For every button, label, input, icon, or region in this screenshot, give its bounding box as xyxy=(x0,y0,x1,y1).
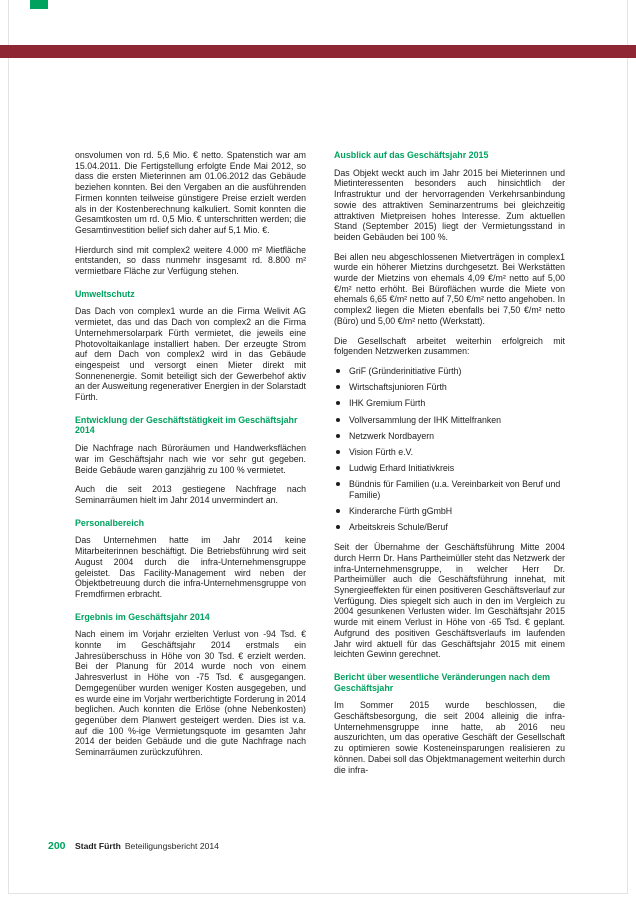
network-list-item xyxy=(334,479,565,500)
section-heading-bericht: Bericht über wesentliche Veränderungen nach dem Geschäftsjahr xyxy=(334,671,551,693)
section-heading-umweltschutz: Umweltschutz xyxy=(75,288,135,299)
paragraph-seminar: Auch die seit 2013 gestiegene Nachfrage nach Seminarräumen hielt im Jahr 2014 unvermindert an. xyxy=(75,484,306,505)
network-list-item xyxy=(334,366,565,377)
network-list-item xyxy=(334,415,565,426)
section-heading-ergebnis: Ergebnis im Geschäftsjahr 2014 xyxy=(75,611,210,622)
network-list-item xyxy=(334,463,565,474)
page-footer xyxy=(48,840,219,852)
network-list-item xyxy=(334,431,565,442)
bullet-icon xyxy=(336,401,340,405)
footer-subtitle: Beteiligungsbericht 2014 xyxy=(124,841,219,851)
right-column xyxy=(334,150,565,784)
paragraph-mietzins: Bei allen neu abgeschlossenen Mietverträgen in complex1 wurde ein höherer Mietzins durchgesetzt. Bei Werkstätten wurde der Mietzins von ehemals 4,09 €/m² netto auf 5,00 €/m² netto erhöht. Bei Büroflächen wurde die Miete von ehemals 6,65 €/m² netto auf 7,50 €/m² netto angehoben. In complex2 liegen die Mieten ebenfalls bei 7,50 €/m² netto (Büro) und 5,00 €/m² netto (Werkstatt). xyxy=(334,251,565,326)
paragraph-mietflaeche: Hierdurch sind mit complex2 weitere 4.000 m² Mietfläche entstanden, so dass nunmehr insgesamt rd. 8.800 m² vermietbare Fläche zur Verfügung stehen. xyxy=(75,244,306,277)
paragraph-ergebnis: Nach einem im Vorjahr erzielten Verlust von -94 Tsd. € konnte im Geschäftsjahr 2014 erstmals ein Jahresüberschuss in Höhe von 30 Tsd. € erzielt werden. Bei der Planung für 2014 wurde noch von einem Jahresverlust in Höhe von -75 Tsd. € ausgegangen. Demgegenüber wurden weniger Kosten ausgegeben, und es wurde eine im Vorjahr wertberichtigte Forderung in 2014 beglichen. Auch konnten die Erlöse (ohne Nebenkosten) gegenüber dem Planwert gesteigert werden. Dies ist v.a. auf die 100 %-ige Vermietungsquote im gesamten Jahr 2014 der beiden Gebäude und die gute Nachfrage nach Seminarräumen zurückzuführen. xyxy=(75,629,306,758)
bullet-icon xyxy=(336,369,340,373)
section-heading-ausblick: Ausblick auf das Geschäftsjahr 2015 xyxy=(334,150,489,160)
bullet-icon xyxy=(336,385,340,389)
network-item-label: Vollversammlung der IHK Mittelfranken xyxy=(349,414,502,425)
footer-title: Stadt Fürth xyxy=(75,841,121,851)
network-list-item xyxy=(334,398,565,409)
paragraph-nachfrage: Die Nachfrage nach Büroräumen und Handwerksflächen war im Geschäftsjahr nach wie vor sehr gut gegeben. Beide Gebäude waren ganzjährig zu 100 % vermietet. xyxy=(75,443,306,475)
network-item-label: GriF (Gründerinitiative Fürth) xyxy=(349,365,462,376)
paragraph-objekt: Das Objekt weckt auch im Jahr 2015 bei Mieterinnen und Mietinteressenten besonders auch hinsichtlich der Infrastruktur und der hervorragenden Verkehrsanbindung sowie des attraktiven Seminarzentrums bei gleichzeitig attraktiven Mietpreisen hohes Interesse. Zum aktuellen Stand (September 2015) liegt der Vermietungsstand in beiden Gebäuden bei 100 %. xyxy=(334,167,565,242)
network-item-label: Wirtschaftsjunioren Fürth xyxy=(349,382,447,393)
network-item-label: Arbeitskreis Schule/Beruf xyxy=(349,522,448,533)
bullet-icon xyxy=(336,525,340,529)
network-list xyxy=(334,366,565,533)
network-list-item xyxy=(334,447,565,458)
network-list-item xyxy=(334,522,565,533)
paragraph-personal: Das Unternehmen hatte im Jahr 2014 keine Mitarbeiterinnen beschäftigt. Die Betriebsführung wird seit August 2004 durch die infra-Unternehmensgruppe geleistet. Das Facility-Management wird neben der Objektbetreuung durch die infra-Unternehmensgruppe von Fremdfirmen erbracht. xyxy=(75,535,306,599)
bullet-icon xyxy=(336,466,340,470)
network-item-label: Netzwerk Nordbayern xyxy=(349,430,435,441)
bullet-icon xyxy=(336,482,340,486)
paragraph-sommer: Im Sommer 2015 wurde beschlossen, die Geschäftsbesorgung, die seit 2004 alleinig die infra-Unternehmensgruppe inne hatte, ab 2016 neu auszurichten, um das operative Geschäft der Gesellschaft zu optimieren sowie Kosteneinsparungen realisieren zu können. Dabei soll das Objektmanagement weiterhin durch die infra- xyxy=(334,700,565,775)
network-list-item xyxy=(334,506,565,517)
network-item-label: Bündnis für Familien (u.a. Vereinbarkeit von Beruf und Familie) xyxy=(349,479,561,501)
network-item-label: Vision Fürth e.V. xyxy=(349,446,414,457)
green-bleed-mark xyxy=(30,0,48,9)
network-item-label: Kinderarche Fürth gGmbH xyxy=(349,506,453,517)
section-heading-personalbereich: Personalbereich xyxy=(75,517,145,528)
paragraph-netzwerke-intro: Die Gesellschaft arbeitet weiterhin erfolgreich mit folgenden Netzwerken zusammen: xyxy=(334,335,565,357)
bullet-icon xyxy=(336,450,340,454)
bullet-icon xyxy=(336,418,340,422)
network-list-item xyxy=(334,382,565,393)
page-number: 200 xyxy=(48,840,66,852)
header-red-bar xyxy=(0,45,636,58)
network-item-label: Ludwig Erhard Initiativkreis xyxy=(349,463,455,474)
bullet-icon xyxy=(336,434,340,438)
network-item-label: IHK Gremium Fürth xyxy=(349,398,426,409)
paragraph-investment: onsvolumen von rd. 5,6 Mio. € netto. Spatenstich war am 15.04.2011. Die Fertigstellung erfolgte Ende Mai 2012, so dass die ersten Mieterinnen am 01.06.2012 das Gebäude beziehen konnten. Bei den Vergaben an die ausführenden Firmen konnten teilweise günstigere Preise erzielt werden als in der Kostenberechnung kalkuliert. Somit konnten die Gesamtkosten um rd. 0,5 Mio. € unterschritten werden; die Gesamtinvestition belief sich daher auf 5,1 Mio. €. xyxy=(75,150,306,235)
left-column xyxy=(75,150,306,767)
bullet-icon xyxy=(336,509,340,513)
paragraph-umweltschutz: Das Dach von complex1 wurde an die Firma Welivit AG vermietet, das und das Dach von complex2 an die Firma Unternehmersolarpark Fürth vermietet, die jeweils eine Photovoltaikanlage installiert haben. Der erzeugte Strom auf dem Dach von complex2 wird in das Gebäude eingespeist und versorgt einen Mieter direkt mit Sonnenenergie. Somit beteiligt sich der Gewerbehof aktiv an der Ausweitung regenerativer Energien in der Solarstadt Fürth. xyxy=(75,306,306,403)
section-heading-entwicklung: Entwicklung der Geschäftstätigkeit im Geschäftsjahr 2014 xyxy=(75,414,298,436)
paragraph-uebernahme: Seit der Übernahme der Geschäftsführung Mitte 2004 durch Herrn Dr. Hans Partheimüller steht das Netzwerk der infra-Unternehmensgruppe, in welcher Herr Dr. Partheimüller auch die Geschäftsführung innehat, mit Synergieeffekten für einen positiveren Geschäftsverlauf zur Verfügung. Dies spiegelt sich auch in den im Vergleich zu 2004 gesunkenen Verlusten wider. Im Geschäftsjahr 2015 wurde mit einem Verlust in Höhe von -65 Tsd. € geplant. Aufgrund des positiven Geschäftsverlaufs im laufenden Jahr wird aktuell für das Geschäftsjahr 2015 mit einem leichten Gewinn gerechnet. xyxy=(334,542,565,660)
